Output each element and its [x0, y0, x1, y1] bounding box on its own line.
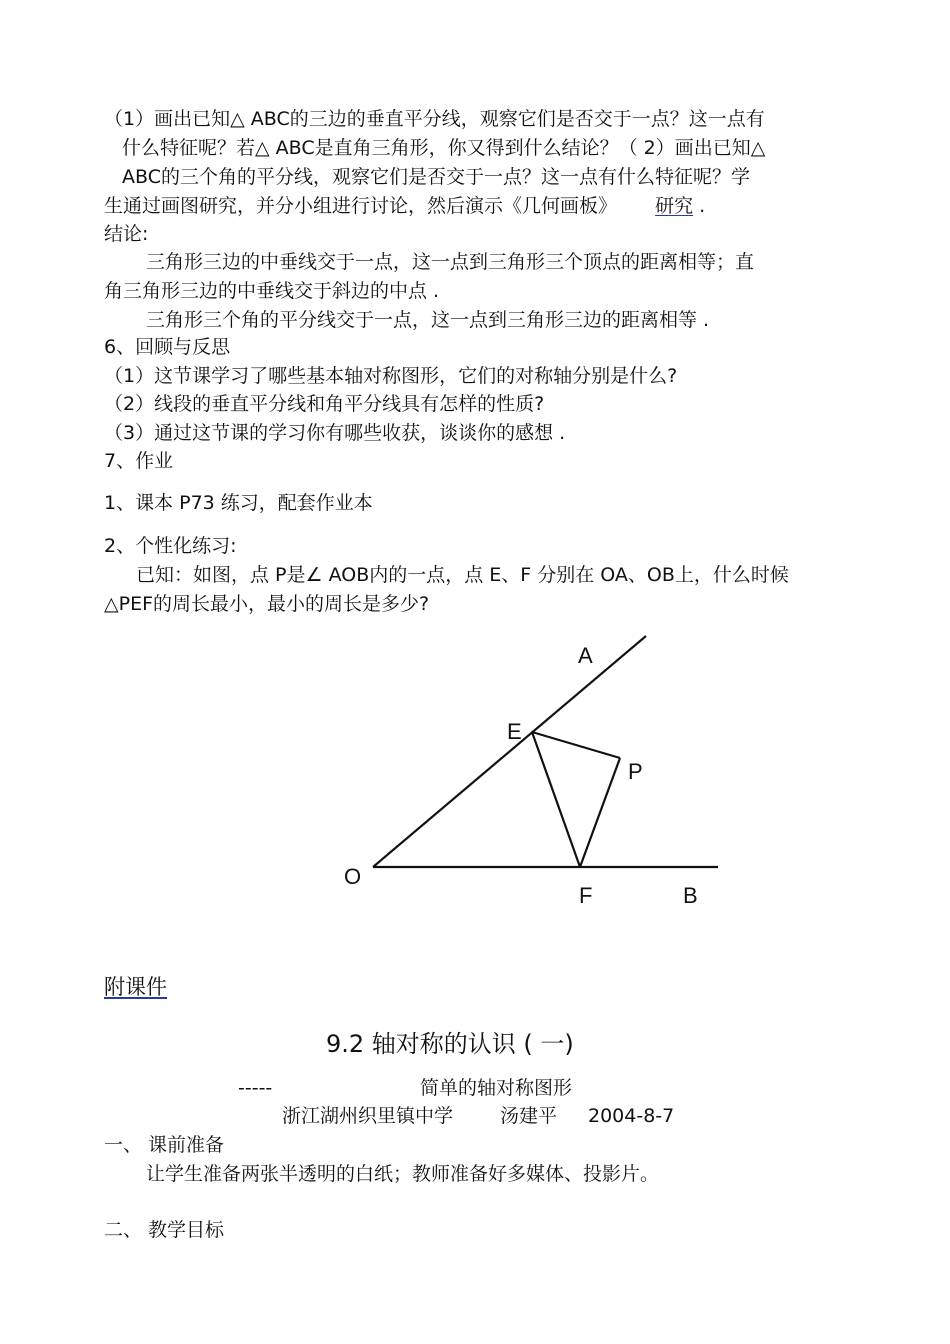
subtitle: 简单的轴对称图形 — [420, 1077, 573, 1099]
label-e: E — [507, 719, 522, 744]
label-p: P — [628, 759, 643, 784]
section-1-text: 让学生准备两张半透明的白纸；教师准备好多媒体、投影片。 — [146, 1163, 660, 1185]
question-line-1: （1）画出已知△ ABC的三边的垂直平分线，观察它们是否交于一点？这一点有 — [104, 108, 765, 130]
conclusion-line-3: 三角形三个角的平分线交于一点，这一点到三角形三边的距离相等 . — [146, 309, 710, 331]
author-name: 汤建平 — [500, 1105, 558, 1127]
author-school: 浙江湖州织里镇中学 — [282, 1105, 454, 1127]
conclusion-heading: 结论: — [104, 223, 149, 245]
conclusion-line-2: 角三角形三边的中垂线交于斜边的中点 . — [104, 280, 440, 302]
label-b: B — [683, 883, 698, 908]
label-a: A — [578, 643, 593, 668]
appendix-heading-link[interactable]: 附课件 — [104, 975, 167, 999]
question-line-2: 什么特征呢？若△ ABC是直角三角形，你又得到什么结论？（ 2）画出已知△ — [122, 137, 766, 159]
section-2-heading: 二、 教学目标 — [104, 1219, 225, 1241]
review-item-1: （1）这节课学习了哪些基本轴对称图形，它们的对称轴分别是什么? — [104, 365, 678, 387]
review-item-3: （3）通过这节课的学习你有哪些收获，谈谈你的感想 . — [104, 422, 566, 444]
research-link[interactable]: 研究 — [655, 195, 694, 217]
segment-ep — [532, 732, 620, 758]
problem-line-2: △PEF的周长最小，最小的周长是多少? — [104, 593, 430, 615]
conclusion-line-1: 三角形三边的中垂线交于一点，这一点到三角形三个顶点的距离相等；直 — [146, 251, 755, 273]
homework-item-1: 1、课本 P73 练习，配套作业本 — [104, 492, 373, 514]
review-heading: 6、回顾与反思 — [104, 336, 231, 358]
review-item-2: （2）线段的垂直平分线和角平分线具有怎样的性质? — [104, 393, 545, 415]
question-line-4 — [104, 194, 705, 218]
segment-pf — [580, 758, 620, 867]
geometry-figure — [330, 625, 730, 915]
question-line-4-end: . — [699, 195, 706, 217]
homework-item-2: 2、个性化练习: — [104, 535, 237, 557]
label-o: O — [344, 864, 362, 889]
label-f: F — [579, 883, 593, 908]
question-line-4-text: 生通过画图研究，并分小组进行讨论，然后演示《几何画板》 — [104, 195, 618, 217]
subtitle-dash: ----- — [238, 1077, 273, 1099]
author-date: 2004-8-7 — [588, 1105, 675, 1127]
segment-ef — [532, 732, 580, 867]
ray-oa — [373, 636, 646, 867]
problem-line-1: 已知：如图，点 P是∠ AOB内的一点，点 E、F 分别在 OA、OB上，什么时候 — [136, 564, 789, 586]
question-line-3: ABC的三个角的平分线，观察它们是否交于一点？这一点有什么特征呢？学 — [122, 166, 750, 188]
section-1-heading: 一、 课前准备 — [104, 1134, 225, 1156]
homework-heading: 7、作业 — [104, 450, 174, 472]
lesson-title: 9.2 轴对称的认识 ( 一) — [326, 1030, 574, 1058]
